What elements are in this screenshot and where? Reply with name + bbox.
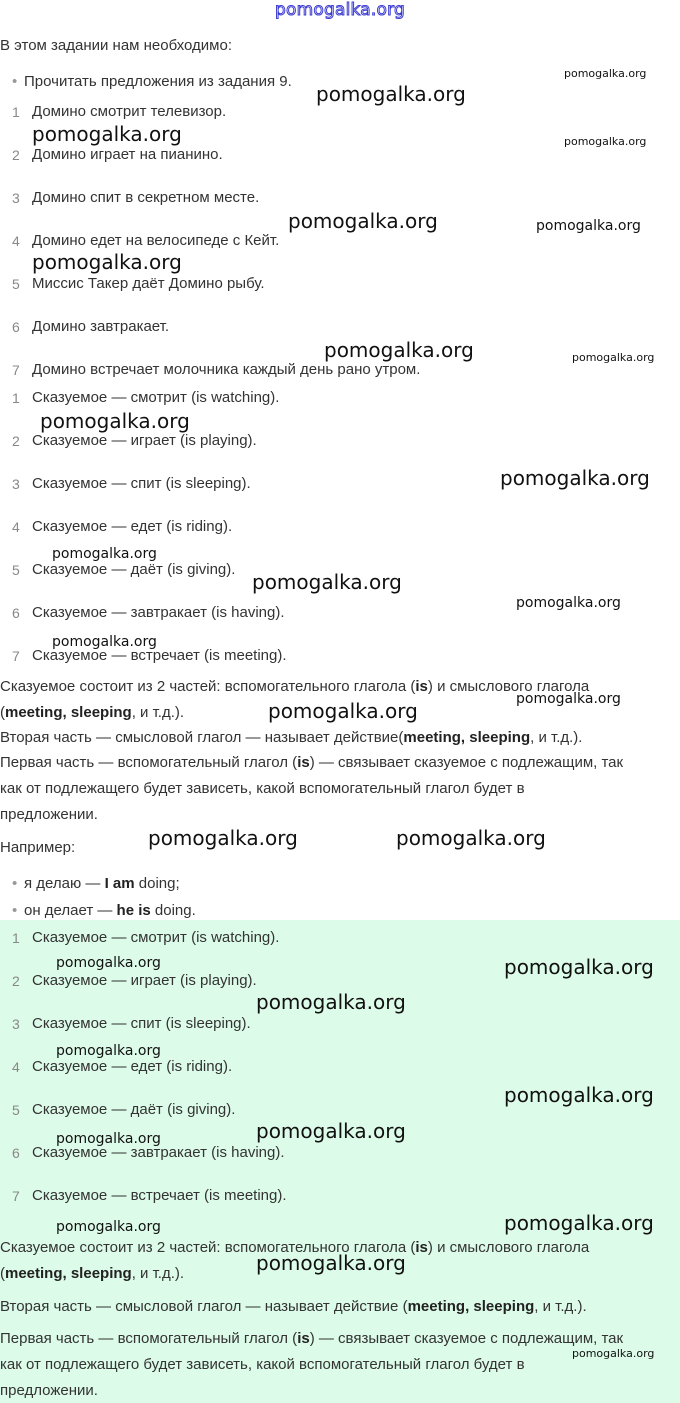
list-number: 4	[12, 519, 20, 535]
watermark: pomogalka.org	[40, 409, 190, 433]
list-number: 6	[12, 319, 20, 335]
explain-line: Сказуемое состоит из 2 частей: вспомогательного глагола (is) и смыслового глагола	[0, 678, 590, 695]
explain-line: (meeting, sleeping, и т.д.).	[0, 704, 185, 721]
list-item: Миссис Такер даёт Домино рыбу.	[32, 275, 265, 292]
list-number: 2	[12, 147, 20, 163]
watermark: pomogalka.org	[564, 135, 647, 148]
example-item: я делаю — I am doing;	[24, 875, 180, 892]
watermark: pomogalka.org	[536, 218, 641, 234]
watermark: pomogalka.org	[256, 1119, 406, 1143]
list-number: 7	[12, 1188, 20, 1204]
explain-line: Сказуемое состоит из 2 частей: вспомогательного глагола (is) и смыслового глагола	[0, 1239, 590, 1256]
site-header	[0, 0, 680, 20]
example-label: Например:	[0, 839, 76, 856]
explain-line: предложении.	[0, 806, 98, 823]
list-number: 5	[12, 276, 20, 292]
list-number: 3	[12, 476, 20, 492]
list-number: 4	[12, 233, 20, 249]
watermark: pomogalka.org	[252, 570, 402, 594]
list-item: Сказуемое — играет (is playing).	[32, 972, 257, 989]
list-item: Сказуемое — спит (is sleeping).	[32, 475, 251, 492]
watermark: pomogalka.org	[32, 250, 182, 274]
watermark: pomogalka.org	[256, 990, 406, 1014]
list-number: 2	[12, 973, 20, 989]
list-item: Сказуемое — едет (is riding).	[32, 518, 233, 535]
watermark: pomogalka.org	[572, 351, 655, 364]
watermark: pomogalka.org	[52, 546, 157, 562]
task-bullet: Прочитать предложения из задания 9.	[24, 73, 292, 90]
list-item: Сказуемое — встречает (is meeting).	[32, 647, 287, 664]
list-number: 3	[12, 190, 20, 206]
watermark: pomogalka.org	[564, 67, 647, 80]
bullet-icon: •	[12, 902, 18, 919]
bullet-icon: •	[12, 875, 18, 892]
list-item: Сказуемое — даёт (is giving).	[32, 1101, 236, 1118]
watermark: pomogalka.org	[56, 1043, 161, 1059]
watermark: pomogalka.org	[324, 338, 474, 362]
list-item: Сказуемое — завтракает (is having).	[32, 604, 285, 621]
explain-line: предложении.	[0, 1382, 98, 1399]
intro-text: В этом задании нам необходимо:	[0, 37, 233, 54]
list-item: Сказуемое — завтракает (is having).	[32, 1144, 285, 1161]
list-number: 7	[12, 648, 20, 664]
list-number: 1	[12, 930, 20, 946]
bullet-icon: •	[12, 73, 18, 90]
list-item: Домино встречает молочника каждый день рано утром.	[32, 361, 421, 378]
watermark: pomogalka.org	[32, 122, 182, 146]
explain-line: Вторая часть — смысловой глагол — называет действие (meeting, sleeping, и т.д.).	[0, 1298, 587, 1315]
list-item: Сказуемое — встречает (is meeting).	[32, 1187, 287, 1204]
watermark: pomogalka.org	[56, 955, 161, 971]
list-item: Домино едет на велосипеде с Кейт.	[32, 232, 280, 249]
watermark: pomogalka.org	[268, 699, 418, 723]
list-item: Сказуемое — даёт (is giving).	[32, 561, 236, 578]
watermark: pomogalka.org	[572, 1347, 655, 1360]
list-item: Сказуемое — смотрит (is watching).	[32, 389, 280, 406]
list-number: 5	[12, 562, 20, 578]
watermark: pomogalka.org	[504, 1211, 654, 1235]
list-number: 4	[12, 1059, 20, 1075]
list-item: Домино играет на пианино.	[32, 146, 223, 163]
watermark: pomogalka.org	[504, 1083, 654, 1107]
explain-line: (meeting, sleeping, и т.д.).	[0, 1265, 185, 1282]
site-logo-text: pomogalka.org	[275, 0, 405, 20]
watermark: pomogalka.org	[500, 466, 650, 490]
watermark: pomogalka.org	[52, 634, 157, 650]
watermark: pomogalka.org	[148, 826, 298, 850]
list-number: 7	[12, 362, 20, 378]
watermark: pomogalka.org	[256, 1251, 406, 1275]
explain-line: Первая часть — вспомогательный глагол (is) — связывает сказуемое с подлежащим, так	[0, 1330, 624, 1347]
explain-line: Первая часть — вспомогательный глагол (is) — связывает сказуемое с подлежащим, так	[0, 754, 624, 771]
watermark: pomogalka.org	[516, 691, 621, 707]
explain-line: как от подлежащего будет зависеть, какой вспомогательный глагол будет в	[0, 780, 525, 797]
list-number: 6	[12, 1145, 20, 1161]
watermark: pomogalka.org	[516, 595, 621, 611]
explain-line: Вторая часть — смысловой глагол — называет действие(meeting, sleeping, и т.д.).	[0, 729, 583, 746]
list-item: Домино смотрит телевизор.	[32, 103, 227, 120]
watermark: pomogalka.org	[396, 826, 546, 850]
list-number: 1	[12, 390, 20, 406]
watermark: pomogalka.org	[504, 955, 654, 979]
list-item: Сказуемое — смотрит (is watching).	[32, 929, 280, 946]
list-number: 3	[12, 1016, 20, 1032]
explain-line: как от подлежащего будет зависеть, какой вспомогательный глагол будет в	[0, 1356, 525, 1373]
watermark: pomogalka.org	[288, 209, 438, 233]
example-item: он делает — he is doing.	[24, 902, 196, 919]
list-number: 5	[12, 1102, 20, 1118]
list-item: Домино завтракает.	[32, 318, 170, 335]
list-item: Сказуемое — спит (is sleeping).	[32, 1015, 251, 1032]
list-number: 2	[12, 433, 20, 449]
list-item: Домино спит в секретном месте.	[32, 189, 260, 206]
list-item: Сказуемое — играет (is playing).	[32, 432, 257, 449]
watermark: pomogalka.org	[316, 82, 466, 106]
list-item: Сказуемое — едет (is riding).	[32, 1058, 233, 1075]
list-number: 1	[12, 104, 20, 120]
watermark: pomogalka.org	[56, 1219, 161, 1235]
list-number: 6	[12, 605, 20, 621]
watermark: pomogalka.org	[56, 1131, 161, 1147]
